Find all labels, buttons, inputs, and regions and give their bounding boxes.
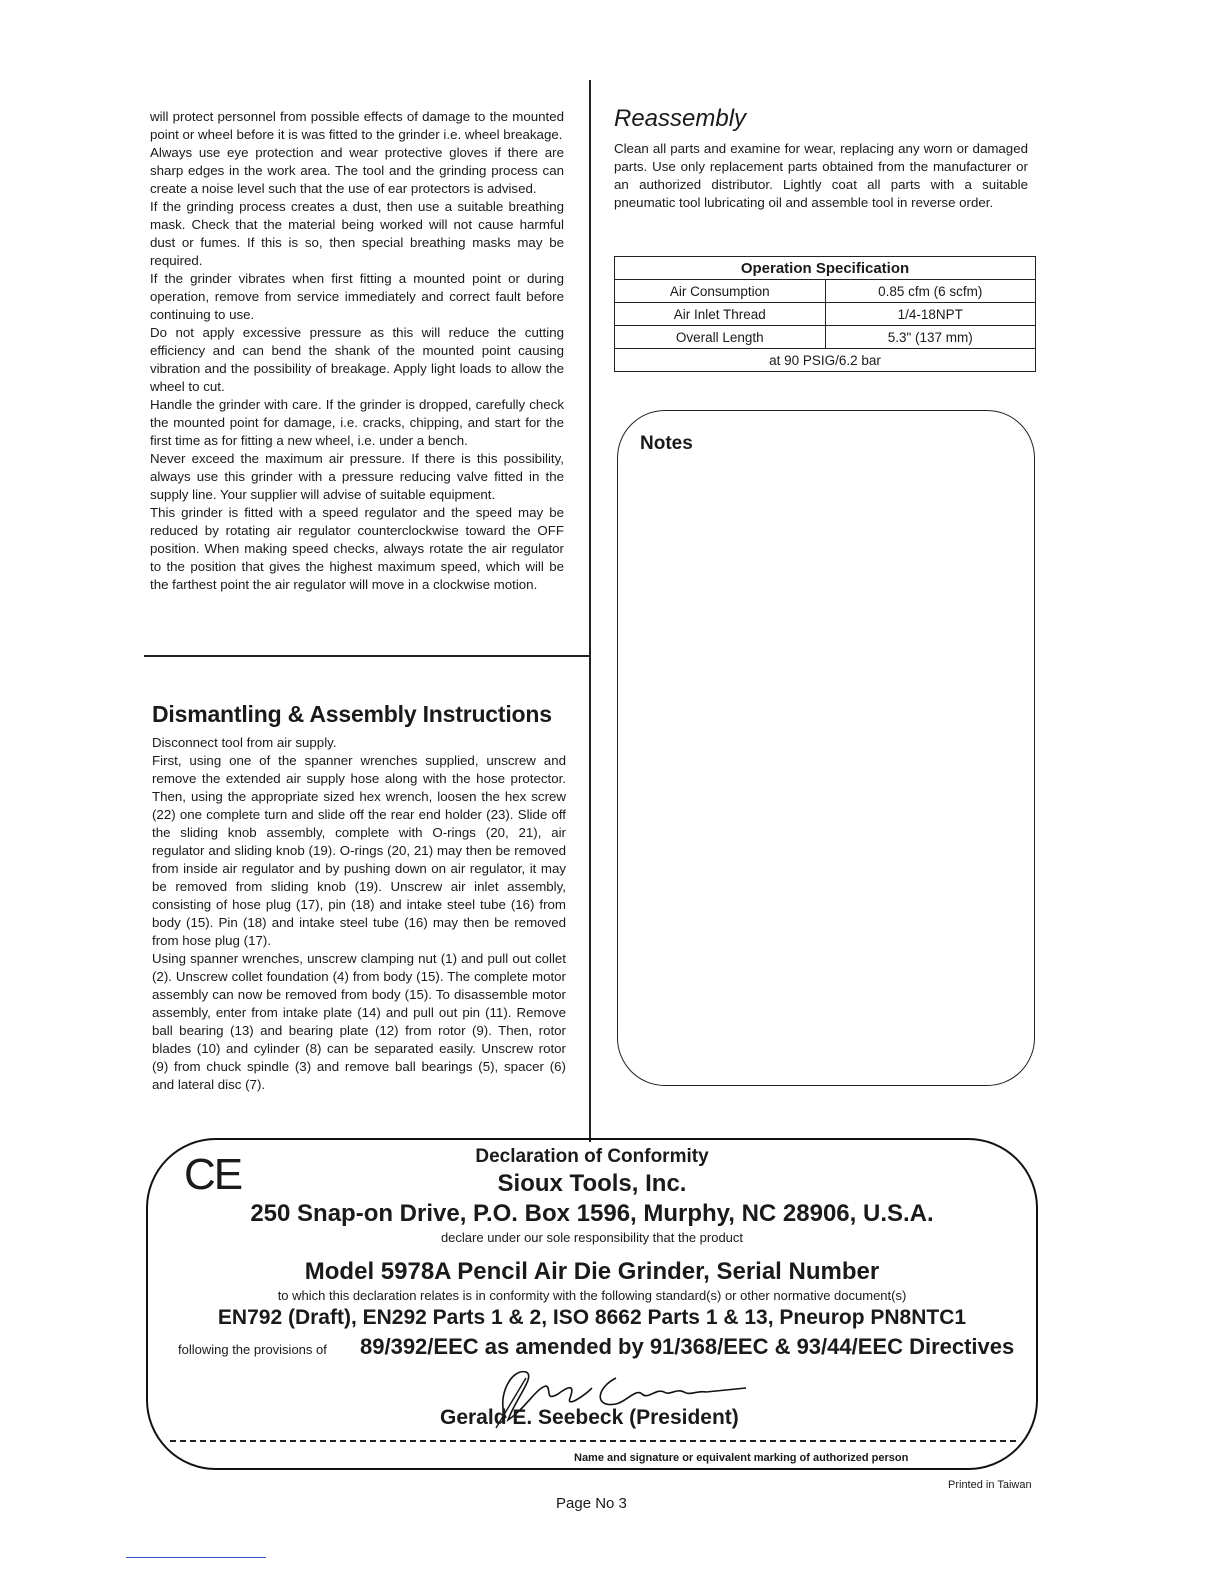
spec-label: Overall Length bbox=[615, 326, 826, 349]
footer-rule bbox=[126, 1557, 266, 1558]
notes-title: Notes bbox=[640, 433, 693, 454]
paragraph: will protect personnel from possible effects of damage to the mounted point or wheel before it is was fitted to the grinder i.e. wheel breakage. bbox=[150, 109, 564, 142]
dismantling-title: Dismantling & Assembly Instructions bbox=[152, 701, 552, 727]
dismantling-section bbox=[152, 700, 566, 1094]
spec-value: 0.85 cfm (6 scfm) bbox=[825, 280, 1036, 303]
paragraph: This grinder is fitted with a speed regulator and the speed may be reduced by rotating air regulator counterclockwise toward the OFF position. When making speed checks, always rotate the air regulator to the position that gives the highest maximum speed, which will be the farthest point the air regulator will move in a clockwise motion. bbox=[150, 505, 564, 592]
product-model: Model 5978A Pencil Air Die Grinder, Serial Number bbox=[304, 1258, 880, 1285]
spec-label: Air Consumption bbox=[615, 280, 826, 303]
declare-text: declare under our sole responsibility that the product bbox=[440, 1230, 744, 1245]
table-row bbox=[615, 326, 1036, 349]
table-row bbox=[615, 280, 1036, 303]
conformity-text: to which this declaration relates is in conformity with the following standard(s) or other normative document(s) bbox=[277, 1288, 907, 1303]
operation-spec-table bbox=[614, 256, 1036, 372]
signer-name: Gerald E. Seebeck (President) bbox=[440, 1406, 739, 1429]
paragraph: If the grinding process creates a dust, then use a suitable breathing mask. Check that the material being worked will not cause harmful dust or fumes. If this is so, then special breathing masks may be required. bbox=[150, 199, 564, 268]
declaration-of-conformity-box bbox=[146, 1138, 1038, 1470]
notes-box bbox=[617, 410, 1035, 1086]
spec-value: 5.3" (137 mm) bbox=[825, 326, 1036, 349]
paragraph: Using spanner wrenches, unscrew clamping nut (1) and pull out collet (2). Unscrew collet foundation (4) from body (15). The complete motor assembly can now be removed from body (15). To disassemble motor assembly, enter from intake plate (14) and pull out pin (11). Remove ball bearing (13) and bearing plate (12) from rotor (9). Then, rotor blades (10) and cylinder (8) can be separated easily. Unscrew rotor (9) from chuck spindle (3) and remove ball bearings (5), spacer (6) and lateral disc (7). bbox=[152, 951, 566, 1092]
ce-mark-logo: CE bbox=[184, 1150, 242, 1199]
reassembly-section bbox=[614, 104, 1028, 212]
provisions-directives: 89/392/EEC as amended by 91/368/EEC & 93/44/EEC Directives bbox=[360, 1334, 1015, 1359]
reassembly-text: Clean all parts and examine for wear, replacing any worn or damaged parts. Use only replacement parts obtained from the manufacturer or an authorized distributor. Lightly coat all parts with a suitable pneumatic tool lubricating oil and assemble tool in reverse order. bbox=[614, 141, 1028, 210]
page-number: Page No 3 bbox=[556, 1495, 627, 1512]
paragraph: First, using one of the spanner wrenches supplied, unscrew and remove the extended air supply hose along with the hose protector. Then, using the appropriate sized hex wrench, loosen the hex screw (22) one complete turn and slide off the rear end holder (23). Slide off the sliding knob assembly, complete with O-rings (20, 21), air regulator and sliding knob (19). O-rings (20, 21) may then be removed from inside air regulator and by pushing down on air regulator, it may be removed from sliding knob (19). Unscrew air inlet assembly, consisting of hose plug (17), pin (18) and intake steel tube (16) from body (15). Pin (18) and intake steel tube (16) may then be removed from hose plug (17). bbox=[152, 753, 566, 948]
column-divider bbox=[589, 80, 591, 1142]
printed-in-label: Printed in Taiwan bbox=[948, 1479, 1032, 1491]
standards-list: EN792 (Draft), EN292 Parts 1 & 2, ISO 8662 Parts 1 & 13, Pneurop PN8NTC1 bbox=[217, 1306, 967, 1329]
spec-value: 1/4-18NPT bbox=[825, 303, 1036, 326]
company-name: Sioux Tools, Inc. bbox=[497, 1170, 687, 1197]
spec-footer: at 90 PSIG/6.2 bar bbox=[615, 349, 1036, 372]
paragraph: Never exceed the maximum air pressure. If there is this possibility, always use this grinder with a pressure reducing valve fitted in the supply line. Your supplier will advise of suitable equipment. bbox=[150, 451, 564, 502]
section-divider bbox=[144, 655, 590, 657]
paragraph: If the grinder vibrates when first fitting a mounted point or during operation, remove from service immediately and correct fault before continuing to use. bbox=[150, 271, 564, 322]
signature-caption: Name and signature or equivalent marking of authorized person bbox=[574, 1452, 909, 1464]
table-title: Operation Specification bbox=[615, 257, 1036, 280]
company-address: 250 Snap-on Drive, P.O. Box 1596, Murphy, NC 28906, U.S.A. bbox=[250, 1200, 934, 1227]
table-footer-row bbox=[615, 349, 1036, 372]
paragraph: Do not apply excessive pressure as this will reduce the cutting efficiency and can bend the shank of the mounted point causing vibration and the possibility of breakage. Apply light loads to allow the wheel to cut. bbox=[150, 325, 564, 394]
declaration-title: Declaration of Conformity bbox=[475, 1146, 709, 1167]
spec-label: Air Inlet Thread bbox=[615, 303, 826, 326]
provisions-label: following the provisions of bbox=[178, 1342, 327, 1357]
signature-line bbox=[170, 1440, 1016, 1442]
reassembly-title: Reassembly bbox=[614, 105, 747, 132]
paragraph: Disconnect tool from air supply. bbox=[152, 735, 337, 750]
left-column-safety-text bbox=[150, 108, 564, 594]
table-header-row bbox=[615, 257, 1036, 280]
table-row bbox=[615, 303, 1036, 326]
paragraph: Always use eye protection and wear protective gloves if there are sharp edges in the work area. The tool and the grinding process can create a noise level such that the use of ear protectors is advised. bbox=[150, 145, 564, 196]
paragraph: Handle the grinder with care. If the grinder is dropped, carefully check the mounted point for damage, i.e. cracks, chipping, and start for the first time as for fitting a new wheel, i.e. under a bench. bbox=[150, 397, 564, 448]
